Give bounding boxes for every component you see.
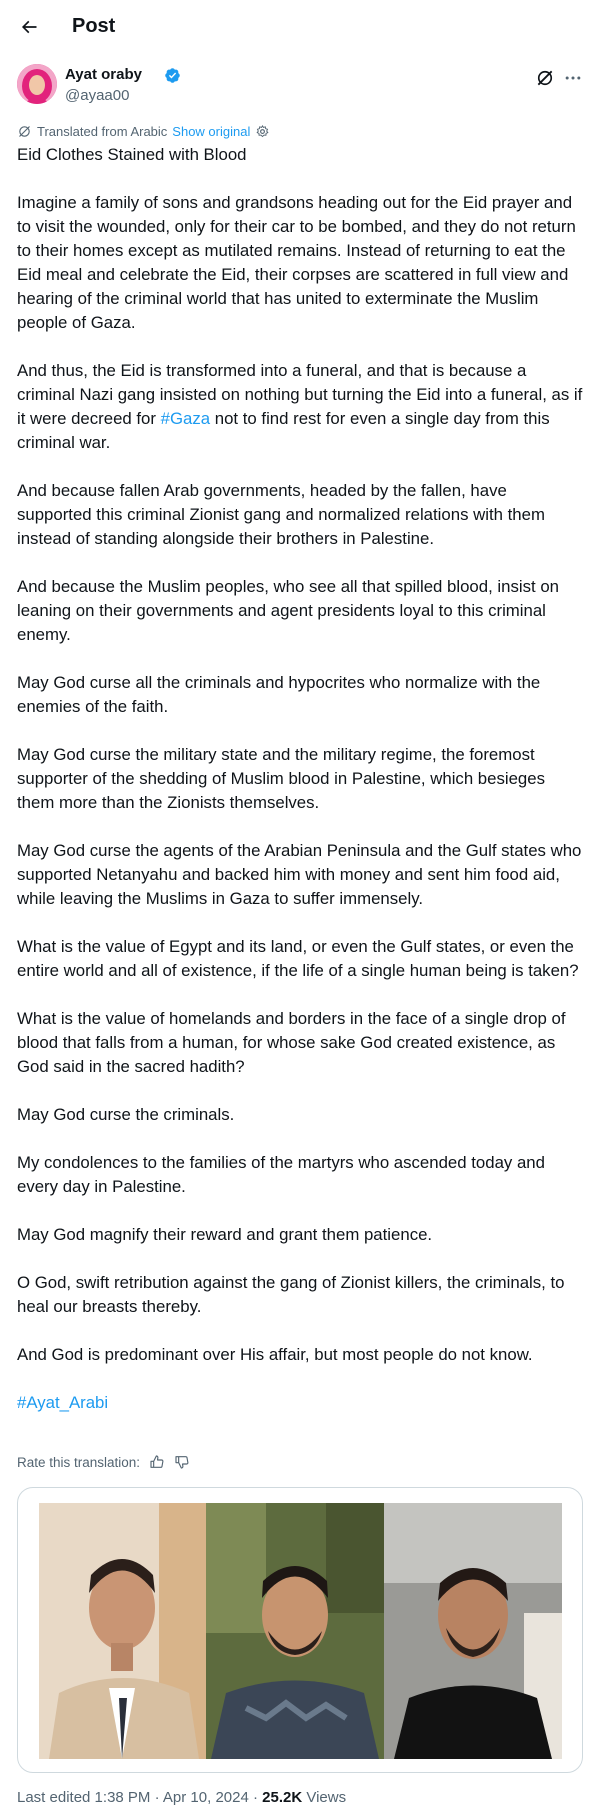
post-paragraph: O God, swift retribution against the gang of Zionist killers, the criminals, to heal our breasts thereby. [17, 1273, 565, 1316]
thumbs-up-icon[interactable] [149, 1454, 165, 1470]
post-paragraph: May God curse the agents of the Arabian Peninsula and the Gulf states who supported Netanyahu and backed him with money and sent him food aid, while leaving the Muslims in Gaza to suffer immensely. [17, 841, 582, 908]
grok-button[interactable] [535, 68, 557, 90]
arrow-left-icon [19, 17, 39, 37]
page-header [0, 0, 596, 53]
post-meta [17, 1788, 346, 1808]
post-paragraph [17, 359, 583, 455]
post-paragraph: My condolences to the families of the martyrs who ascended today and every day in Palestine. [17, 1153, 545, 1196]
edited-timestamp[interactable]: Last edited 1:38 PM · Apr 10, 2024 · [17, 1789, 263, 1806]
grok-icon [535, 68, 555, 88]
text-segment: And thus, the Eid is transformed into a funeral, and that is because a criminal Nazi gang insisted on nothing but turning the Eid into a funeral, as if it were decreed for [17, 361, 583, 428]
thumbs-down-icon[interactable] [174, 1454, 190, 1470]
post-paragraph: May God curse all the criminals and hypocrites who normalize with the enemies of the faith. [17, 673, 541, 716]
views-count: 25.2K [262, 1789, 303, 1806]
page-title: Post [72, 15, 116, 37]
gear-icon[interactable] [255, 124, 270, 139]
author-name[interactable]: Ayat oraby [65, 66, 142, 83]
rate-translation [17, 1451, 190, 1473]
hashtag-ayat-arabi-link[interactable]: #Ayat_Arabi [17, 1393, 109, 1412]
post-paragraph: May God curse the military state and the military regime, the foremost supporter of the shedding of Muslim blood in Palestine, which besieges them more than the Zionists themselves. [17, 745, 545, 812]
text-segment: not to find rest for even a single day from this criminal war. [17, 409, 550, 452]
post-paragraph: And because the Muslim peoples, who see all that spilled blood, insist on leaning on their governments and agent presidents loyal to this criminal enemy. [17, 577, 559, 644]
post-paragraph: Imagine a family of sons and grandsons heading out for the Eid prayer and to visit the wounded, only for their car to be bombed, and they do not return to their homes except as mutilated remains. Instead of returning to eat the Eid meal and celebrate the Eid, their corpses are scattered in full view and hearing of the criminal world that has united to exterminate the Muslim people of Gaza. [17, 193, 576, 332]
verified-badge-icon [164, 67, 181, 84]
author-row [17, 64, 579, 108]
rate-label: Rate this translation: [17, 1454, 141, 1470]
author-handle[interactable]: @ayaa00 [65, 87, 130, 104]
photo-3[interactable] [384, 1503, 562, 1759]
back-button[interactable] [14, 12, 44, 42]
post-paragraph: What is the value of Egypt and its land, or even the Gulf states, or even the entire world and all of existence, if the life of a single human being is taken? [17, 937, 579, 980]
post-paragraph: And because fallen Arab governments, headed by the fallen, have supported this criminal Zionist gang and normalized relations with them instead of standing alongside their brothers in Palestine. [17, 481, 545, 548]
views-label: Views [302, 1789, 347, 1806]
post-text [17, 143, 583, 1439]
photo-2[interactable] [206, 1503, 384, 1759]
post-paragraph: And God is predominant over His affair, but most people do not know. [17, 1345, 533, 1364]
avatar[interactable] [17, 64, 57, 104]
post-title: Eid Clothes Stained with Blood [17, 145, 247, 164]
post-paragraph: What is the value of homelands and borders in the face of a single drop of blood that falls from a human, for whose sake God created existence, as God said in the sacred hadith? [17, 1009, 566, 1076]
post-paragraph: May God magnify their reward and grant them patience. [17, 1225, 433, 1244]
translation-notice [17, 121, 270, 141]
more-horizontal-icon [563, 68, 583, 88]
translate-icon [17, 124, 32, 139]
translation-label: Translated from Arabic [37, 123, 168, 139]
more-button[interactable] [563, 68, 585, 90]
photo-1[interactable] [39, 1503, 206, 1759]
hashtag-gaza-link[interactable]: #Gaza [160, 409, 211, 428]
media-card[interactable] [17, 1487, 583, 1773]
show-original-link[interactable]: Show original [172, 123, 251, 139]
post-paragraph: May God curse the criminals. [17, 1105, 235, 1124]
